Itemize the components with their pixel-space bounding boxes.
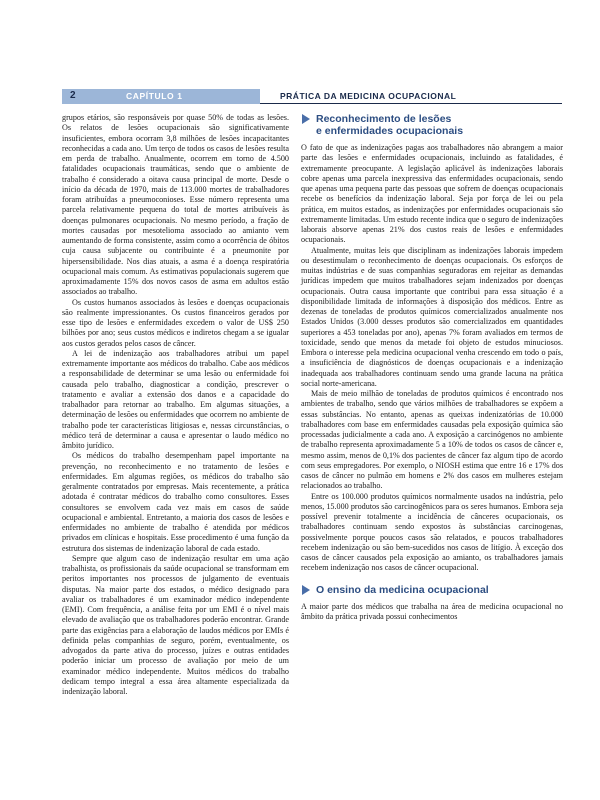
paragraph: Os custos humanos associados às lesões e doenças ocupacionais são realmente impressionantes. Os custos financeiros gerados por esse tipo de lesões e enfermidades excedem o valor de US$ 250 bilhões por ano; seus custos médicos e indiretos chegam a se igualar aos custos gerados pelos casos de câncer. — [62, 297, 289, 348]
section-arrow-icon — [302, 114, 310, 124]
running-title: PRÁTICA DA MEDICINA OCUPACIONAL — [280, 91, 457, 101]
paragraph: Atualmente, muitas leis que disciplinam as indenizações laborais impedem ou desestimulam o reconhecimento de doenças ocupacionais. Os esforços de muitas indústrias e de suas companhias seguradoras em rejeitar as demandas jurídicas impedem que muitos trabalhadores sejam indenizados por doenças ocupacionais. Outra causa importante que contribui para essa situação é a disponibilidade limitada de informações à disposição dos médicos. Entre as dezenas de toneladas de produtos químicos comercializados anualmente nos Estados Unidos (3.000 desses produtos são comercializados em quantidades superiores a 453 toneladas por ano), apenas 7% foram avaliados em termos de toxicidade, sendo que menos da metade foi objeto de estudos minuciosos. Embora o interesse pela medicina ocupacional venha crescendo em todo o país, a insuficiência de diagnósticos de doenças ocupacionais e a indenização inadequada aos trabalhadores continuam sendo uma grande lacuna na prática social norte-americana. — [301, 245, 563, 388]
section-arrow-icon — [302, 585, 310, 595]
paragraph: Entre os 100.000 produtos químicos normalmente usados na indústria, pelo menos, 15.000 produtos são carcinogênicos para os seres humanos. Embora seja possível prevenir totalmente a incidência de cânceres ocupacionais, os trabalhadores continuam sendo expostos às substâncias carcinogenas, possivelmente porque poucos casos são relatados, e poucos trabalhadores recebem indenização ou são bem-sucedidos nos casos de litígio. À exceção dos casos de câncer causados pela exposição ao amianto, os trabalhadores jamais recebem indenização nos casos de câncer ocupacional. — [301, 491, 563, 573]
paragraph: O fato de que as indenizações pagas aos trabalhadores não abrangem a maior parte das lesões e enfermidades ocupacionais, incluindo as fatalidades, é extremamente preocupante. A legislação aplicável às indenizações laborais cobre apenas uma parcela inexpressiva das enfermidades ocupacionais, sendo que apenas uma pequena parte das pessoas que sofrem de doenças ocupacionais recebe os benefícios da indenização laboral. Seja por força de lei ou pela prática, em muitos estados, as indenizações por enfermidades ocupacionais são extremamente limitadas. Um estudo recente indica que o seguro de indenizações laborais absorve apenas 21% dos custos reais de lesões e enfermidades ocupacionais. — [301, 143, 563, 245]
paragraph: A maior parte dos médicos que trabalha na área de medicina ocupacional no âmbito da prática privada possui conhecimentos — [301, 601, 563, 621]
section-title: O ensino da medicina ocupacional — [316, 583, 489, 596]
section-heading-recognition — [301, 113, 563, 137]
left-column — [62, 113, 289, 697]
header-rule — [260, 103, 562, 104]
section-title — [316, 113, 463, 137]
right-column — [301, 113, 563, 622]
paragraph: Os médicos do trabalho desempenham papel importante na prevenção, no reconhecimento e no tratamento de lesões e enfermidades. Em algumas regiões, os médicos do trabalho são geralmente contratados por empresas. Mais recentemente, a prática adotada é contratar médicos do trabalho como consultores. Esses consultores se envolvem cada vez mais em casos de saúde ocupacional e ambiental. Entretanto, a maioria dos casos de lesões e enfermidades no ambiente de trabalho é atendida por médicos privados em clínicas e hospitais. Esse procedimento é uma função da estrutura dos sistemas de indenização laboral de cada estado. — [62, 451, 289, 553]
chapter-label: CAPÍTULO 1 — [126, 91, 183, 101]
paragraph: grupos etários, são responsáveis por quase 50% de todas as lesões. Os relatos de lesões ocupacionais são significativamente insuficientes, embora ocorram 3,8 milhões de lesões incapacitantes reconhecidas a cada ano. Um terço de todos os casos de lesões resulta em perda de trabalho. Anualmente, ocorrem em torno de 4.500 fatalidades ocupacionais traumáticas, sendo que o ambiente de trabalho é considerado a oitava causa principal de morte. Desde o início da década de 1970, mais de 113.000 mortes de trabalhadores foram atribuídas a pneumoconioses. Esse número representa uma parcela relativamente pequena do total de mortes atribuíveis às doenças pulmonares ocupacionais. No mesmo período, a fração de mortes causadas por mesotelioma associado ao amianto vem aumentando de forma consistente, assim como a ocorrência de óbitos cuja causa subjacente ou contribuinte é a pneumonite por hipersensibilidade. Nos dias atuais, a asma é a doença respiratória ocupacional mais comum. As estimativas populacionais sugerem que aproximadamente 15% dos novos casos de asma em adultos estão associados ao trabalho. — [62, 113, 289, 297]
page-header — [62, 89, 562, 104]
paragraph: A lei de indenização aos trabalhadores atribui um papel extremamente importante aos médicos do trabalho. Cabe aos médicos a responsabilidade de determinar se uma lesão ou enfermidade foi causada pelo trabalho, diagnosticar a condição, prescrever o tratamento e avaliar a extensão dos danos e a capacidade do trabalhador para retornar ao trabalho. Em algumas situações, a determinação de lesões ou enfermidades que ocorrem no ambiente de trabalho pode ter características litigiosas e, nessas circunstâncias, o médico terá de determinar a causa e apresentar o laudo médico no âmbito jurídico. — [62, 348, 289, 450]
section-title-line1: Reconhecimento de lesões — [316, 113, 452, 125]
section-title-line2: e enfermidades ocupacionais — [316, 125, 464, 137]
section-heading-teaching — [301, 584, 563, 596]
paragraph: Sempre que algum caso de indenização resultar em uma ação trabalhista, os profissionais da saúde ocupacional se transformam em peritos importantes nos processos de julgamento de eventuais disputas. Na maior parte dos estados, o médico designado para avaliar os trabalhadores é um examinador médico independente (EMI). Com frequência, a análise feita por um EMI é o nível mais elevado de avaliação que os trabalhadores poderão encontrar. Grande parte das exigências para a elaboração de laudos médicos por EMIs é definida pelas companhias de seguro, porém, eventualmente, os advogados da parte ativa do processo, juízes e outras entidades poderão iniciar um processo de avaliação por meio de um examinador médico independente. Muitos médicos do trabalho dedicam tempo integral a essa área altamente especializada da indenização laboral. — [62, 553, 289, 696]
page-number: 2 — [70, 90, 76, 101]
paragraph: Mais de meio milhão de toneladas de produtos químicos é encontrado nos ambientes de trabalho, sendo que vários milhões de trabalhadores se expõem a essas substâncias. No entanto, apenas as queixas indenizatórias de 10.000 trabalhadores com base em enfermidades causadas pela exposição química são processadas judicialmente a cada ano. A exposição a carcinógenos no ambiente de trabalho representa aproximadamente 5 a 10% de todos os casos de câncer e, mesmo assim, menos de 0,1% dos pacientes de câncer faz algum tipo de acordo com seus empregadores. Por exemplo, o NIOSH estima que entre 16 e 17% dos casos de câncer no pulmão em homens e 2% dos casos em mulheres estejam relacionados ao trabalho. — [301, 389, 563, 491]
